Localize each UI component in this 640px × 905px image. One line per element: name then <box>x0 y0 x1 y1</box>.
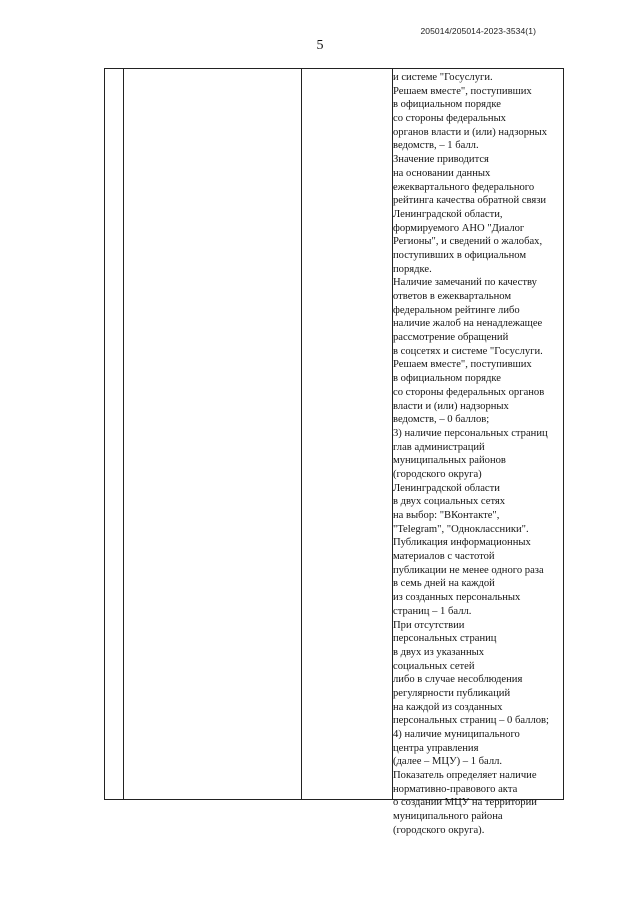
cell-line: (городского округа) <box>393 468 482 480</box>
cell-line: ведомств, – 0 баллов; <box>393 414 490 426</box>
cell-line: "Telegram", "Одноклассники". <box>393 523 529 535</box>
cell-line: со стороны федеральных органов <box>393 386 545 398</box>
cell-line: в двух из указанных <box>393 646 485 658</box>
cell-line: наличие жалоб на ненадлежащее <box>393 318 543 330</box>
cell-line: ведомств, – 1 балл. <box>393 140 479 152</box>
cell-line: страниц – 1 балл. <box>393 605 472 617</box>
cell-line: власти и (или) надзорных <box>393 400 509 412</box>
cell-line: ежеквартального федерального <box>393 181 535 193</box>
cell-line: в семь дней на каждой <box>393 578 495 590</box>
cell-line: (далее – МЦУ) – 1 балл. <box>393 756 503 768</box>
cell-line: муниципальных районов <box>393 455 506 467</box>
cell-line: Регионы", и сведений о жалобах, <box>393 236 543 248</box>
cell-line: поступивших в официальном <box>393 249 527 261</box>
cell-line: Публикация информационных <box>393 537 531 549</box>
cell-line: органов власти и (или) надзорных <box>393 126 548 138</box>
cell-line: в соцсетях и системе "Госуслуги. <box>393 345 543 357</box>
cell-line: федеральном рейтинге либо <box>393 304 520 316</box>
cell-line: персональных страниц – 0 баллов; <box>393 715 549 727</box>
cell-line: в официальном порядке <box>393 99 501 111</box>
cell-line: публикации не менее одного раза <box>393 564 544 576</box>
page-number: 5 <box>316 38 324 53</box>
column-divider-1 <box>123 69 124 799</box>
criteria-text-cell <box>393 71 565 838</box>
cell-line: ответов в ежеквартальном <box>393 291 512 302</box>
cell-line: глав администраций <box>393 441 485 453</box>
cell-line: из созданных персональных <box>393 592 521 604</box>
cell-line: 4) наличие муниципального <box>393 729 520 740</box>
cell-line: материалов с частотой <box>393 551 495 563</box>
cell-line: в официальном порядке <box>393 373 501 385</box>
cell-line: 3) наличие персональных страниц <box>393 427 548 439</box>
cell-line: в двух социальных сетях <box>393 496 506 508</box>
cell-line: Значение приводится <box>393 154 489 166</box>
cell-line: и системе "Госуслуги. <box>393 72 493 83</box>
cell-line: рейтинга качества обратной связи <box>393 195 547 207</box>
cell-line: Показатель определяет наличие <box>393 770 537 782</box>
cell-line: формируемого АНО "Диалог <box>393 222 525 234</box>
cell-line: регулярности публикаций <box>393 687 511 699</box>
cell-line: нормативно-правового акта <box>393 783 518 795</box>
column-divider-2 <box>301 69 302 799</box>
cell-line: муниципального района <box>393 811 503 823</box>
cell-line: социальных сетей <box>393 660 475 672</box>
cell-line: центра управления <box>393 742 479 754</box>
cell-line: Ленинградской области, <box>393 208 503 220</box>
cell-line: Наличие замечаний по качеству <box>393 277 537 289</box>
cell-line: на основании данных <box>393 167 491 179</box>
cell-line: Решаем вместе", поступивших <box>393 85 532 97</box>
cell-line: на каждой из созданных <box>393 701 503 713</box>
cell-line: (городского округа). <box>393 824 485 836</box>
cell-line: о создании МЦУ на территории <box>393 797 537 809</box>
cell-line: на выбор: "ВКонтакте", <box>393 510 500 521</box>
cell-line: рассмотрение обращений <box>393 332 509 344</box>
cell-line: Ленинградской области <box>393 482 500 494</box>
cell-line: персональных страниц <box>393 633 497 645</box>
cell-line: либо в случае несоблюдения <box>393 674 523 686</box>
cell-line: порядке. <box>393 263 432 275</box>
cell-line: При отсутствии <box>393 619 465 631</box>
cell-line: Решаем вместе", поступивших <box>393 359 532 371</box>
document-id: 205014/205014-2023-3534(1) <box>420 26 536 36</box>
cell-line: со стороны федеральных <box>393 113 506 125</box>
